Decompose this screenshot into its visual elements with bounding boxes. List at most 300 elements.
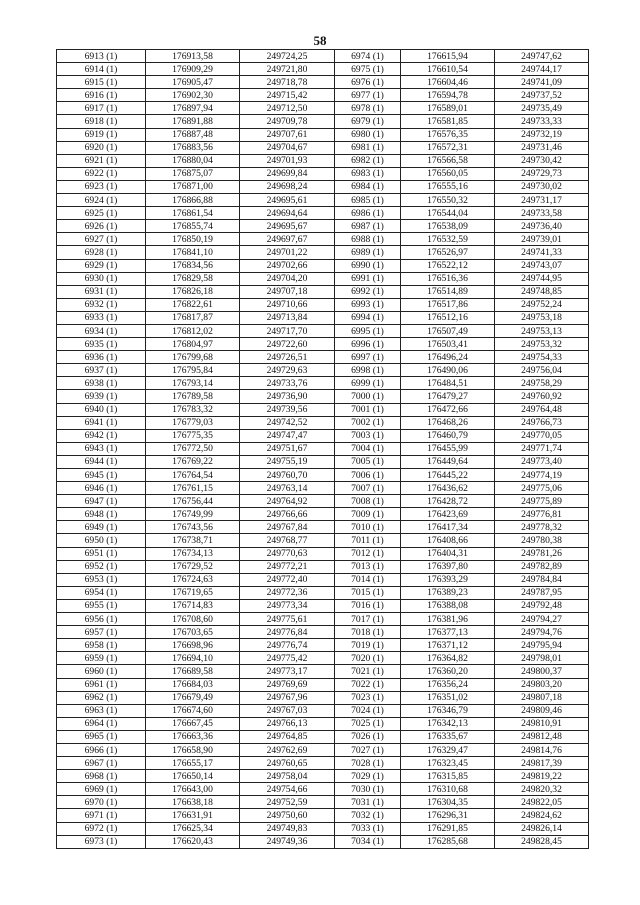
y-coord-left-cell: 249750,60	[240, 809, 335, 822]
y-coord-right-cell: 249787,95	[495, 586, 589, 599]
y-coord-left-cell: 249767,96	[240, 691, 335, 704]
table-row	[57, 521, 589, 534]
point-id-left-cell: 6965 (1)	[57, 730, 146, 743]
x-coord-right-cell: 176351,02	[401, 691, 495, 704]
x-coord-left-cell: 176650,14	[146, 770, 240, 783]
point-id-left-cell: 6948 (1)	[57, 508, 146, 521]
point-id-left-cell: 6938 (1)	[57, 377, 146, 390]
point-id-right-cell: 6989 (1)	[335, 246, 401, 259]
table-row	[57, 482, 589, 495]
table-row	[57, 259, 589, 272]
point-id-left-cell: 6971 (1)	[57, 809, 146, 822]
x-coord-left-cell: 176795,84	[146, 364, 240, 377]
point-id-left-cell: 6967 (1)	[57, 757, 146, 770]
y-coord-right-cell: 249732,19	[495, 128, 589, 141]
point-id-right-cell: 7030 (1)	[335, 783, 401, 796]
y-coord-right-cell: 249795,94	[495, 639, 589, 652]
y-coord-right-cell: 249780,38	[495, 534, 589, 547]
y-coord-right-cell: 249735,49	[495, 102, 589, 115]
point-id-left-cell: 6973 (1)	[57, 835, 146, 848]
point-id-right-cell: 6983 (1)	[335, 167, 401, 180]
point-id-left-cell: 6924 (1)	[57, 194, 146, 207]
point-id-right-cell: 6995 (1)	[335, 324, 401, 337]
point-id-left-cell: 6932 (1)	[57, 298, 146, 311]
x-coord-right-cell: 176479,27	[401, 390, 495, 403]
table-row	[57, 796, 589, 809]
x-coord-right-cell: 176615,94	[401, 50, 495, 63]
point-id-left-cell: 6960 (1)	[57, 665, 146, 678]
y-coord-left-cell: 249729,63	[240, 364, 335, 377]
y-coord-right-cell: 249812,48	[495, 730, 589, 743]
x-coord-right-cell: 176468,26	[401, 416, 495, 429]
x-coord-left-cell: 176643,00	[146, 783, 240, 796]
point-id-right-cell: 7021 (1)	[335, 665, 401, 678]
x-coord-left-cell: 176749,99	[146, 508, 240, 521]
y-coord-left-cell: 249715,42	[240, 89, 335, 102]
y-coord-right-cell: 249752,24	[495, 298, 589, 311]
y-coord-left-cell: 249733,76	[240, 377, 335, 390]
x-coord-left-cell: 176883,56	[146, 141, 240, 154]
x-coord-right-cell: 176388,08	[401, 599, 495, 612]
x-coord-right-cell: 176436,62	[401, 482, 495, 495]
point-id-left-cell: 6956 (1)	[57, 613, 146, 626]
y-coord-left-cell: 249702,66	[240, 259, 335, 272]
table-row	[57, 128, 589, 141]
table-row	[57, 351, 589, 364]
x-coord-left-cell: 176638,18	[146, 796, 240, 809]
x-coord-left-cell: 176761,15	[146, 482, 240, 495]
y-coord-left-cell: 249736,90	[240, 390, 335, 403]
point-id-left-cell: 6964 (1)	[57, 717, 146, 730]
table-row	[57, 63, 589, 76]
y-coord-left-cell: 249747,47	[240, 429, 335, 442]
x-coord-left-cell: 176698,96	[146, 639, 240, 652]
y-coord-left-cell: 249773,34	[240, 599, 335, 612]
point-id-right-cell: 7011 (1)	[335, 534, 401, 547]
x-coord-right-cell: 176532,59	[401, 233, 495, 246]
x-coord-right-cell: 176342,13	[401, 717, 495, 730]
table-row	[57, 180, 589, 193]
y-coord-left-cell: 249758,04	[240, 770, 335, 783]
y-coord-right-cell: 249822,05	[495, 796, 589, 809]
y-coord-left-cell: 249749,36	[240, 835, 335, 848]
y-coord-right-cell: 249747,62	[495, 50, 589, 63]
table-row	[57, 324, 589, 337]
x-coord-left-cell: 176743,56	[146, 521, 240, 534]
x-coord-left-cell: 176905,47	[146, 76, 240, 89]
x-coord-right-cell: 176371,12	[401, 639, 495, 652]
x-coord-left-cell: 176764,54	[146, 469, 240, 482]
point-id-right-cell: 7027 (1)	[335, 743, 401, 756]
x-coord-left-cell: 176887,48	[146, 128, 240, 141]
table-row	[57, 272, 589, 285]
y-coord-left-cell: 249770,63	[240, 547, 335, 560]
x-coord-left-cell: 176724,63	[146, 573, 240, 586]
table-row	[57, 311, 589, 324]
x-coord-left-cell: 176775,35	[146, 429, 240, 442]
x-coord-left-cell: 176729,52	[146, 560, 240, 573]
x-coord-left-cell: 176689,58	[146, 665, 240, 678]
table-row	[57, 534, 589, 547]
point-id-right-cell: 6977 (1)	[335, 89, 401, 102]
y-coord-right-cell: 249773,40	[495, 455, 589, 468]
x-coord-right-cell: 176377,13	[401, 626, 495, 639]
point-id-left-cell: 6921 (1)	[57, 154, 146, 167]
x-coord-right-cell: 176514,89	[401, 285, 495, 298]
y-coord-right-cell: 249731,46	[495, 141, 589, 154]
point-id-left-cell: 6961 (1)	[57, 678, 146, 691]
point-id-left-cell: 6969 (1)	[57, 783, 146, 796]
y-coord-left-cell: 249749,83	[240, 822, 335, 835]
table-row	[57, 717, 589, 730]
point-id-left-cell: 6914 (1)	[57, 63, 146, 76]
y-coord-left-cell: 249707,18	[240, 285, 335, 298]
x-coord-right-cell: 176389,23	[401, 586, 495, 599]
y-coord-left-cell: 249762,69	[240, 743, 335, 756]
y-coord-right-cell: 249782,89	[495, 560, 589, 573]
y-coord-right-cell: 249729,73	[495, 167, 589, 180]
point-id-left-cell: 6928 (1)	[57, 246, 146, 259]
x-coord-left-cell: 176822,61	[146, 298, 240, 311]
table-row	[57, 704, 589, 717]
page-number: 58	[313, 33, 327, 48]
y-coord-left-cell: 249713,84	[240, 311, 335, 324]
table-row	[57, 835, 589, 848]
point-id-right-cell: 6976 (1)	[335, 76, 401, 89]
point-id-left-cell: 6930 (1)	[57, 272, 146, 285]
point-id-left-cell: 6946 (1)	[57, 482, 146, 495]
y-coord-left-cell: 249699,84	[240, 167, 335, 180]
table-row	[57, 678, 589, 691]
table-row	[57, 783, 589, 796]
y-coord-left-cell: 249712,50	[240, 102, 335, 115]
table-row	[57, 743, 589, 756]
x-coord-right-cell: 176346,79	[401, 704, 495, 717]
y-coord-right-cell: 249770,05	[495, 429, 589, 442]
x-coord-left-cell: 176880,04	[146, 154, 240, 167]
point-id-left-cell: 6953 (1)	[57, 573, 146, 586]
y-coord-right-cell: 249758,29	[495, 377, 589, 390]
y-coord-left-cell: 249773,17	[240, 665, 335, 678]
x-coord-left-cell: 176875,07	[146, 167, 240, 180]
y-coord-right-cell: 249810,91	[495, 717, 589, 730]
y-coord-left-cell: 249701,22	[240, 246, 335, 259]
y-coord-right-cell: 249739,01	[495, 233, 589, 246]
x-coord-right-cell: 176522,12	[401, 259, 495, 272]
y-coord-left-cell: 249772,21	[240, 560, 335, 573]
x-coord-right-cell: 176507,49	[401, 324, 495, 337]
x-coord-left-cell: 176663,36	[146, 730, 240, 743]
x-coord-right-cell: 176423,69	[401, 508, 495, 521]
x-coord-right-cell: 176496,24	[401, 351, 495, 364]
point-id-left-cell: 6941 (1)	[57, 416, 146, 429]
table-row	[57, 770, 589, 783]
table-row	[57, 50, 589, 63]
point-id-right-cell: 7000 (1)	[335, 390, 401, 403]
x-coord-left-cell: 176897,94	[146, 102, 240, 115]
point-id-right-cell: 7010 (1)	[335, 521, 401, 534]
point-id-left-cell: 6916 (1)	[57, 89, 146, 102]
point-id-right-cell: 7002 (1)	[335, 416, 401, 429]
y-coord-left-cell: 249697,67	[240, 233, 335, 246]
x-coord-left-cell: 176658,90	[146, 743, 240, 756]
y-coord-left-cell: 249769,69	[240, 678, 335, 691]
point-id-left-cell: 6922 (1)	[57, 167, 146, 180]
table-row	[57, 730, 589, 743]
point-id-right-cell: 6982 (1)	[335, 154, 401, 167]
point-id-left-cell: 6954 (1)	[57, 586, 146, 599]
point-id-left-cell: 6958 (1)	[57, 639, 146, 652]
y-coord-right-cell: 249781,26	[495, 547, 589, 560]
y-coord-right-cell: 249826,14	[495, 822, 589, 835]
table-row	[57, 76, 589, 89]
table-row	[57, 573, 589, 586]
table-row	[57, 416, 589, 429]
point-id-left-cell: 6933 (1)	[57, 311, 146, 324]
y-coord-left-cell: 249764,85	[240, 730, 335, 743]
coordinates-table	[56, 49, 589, 849]
point-id-left-cell: 6947 (1)	[57, 495, 146, 508]
x-coord-right-cell: 176323,45	[401, 757, 495, 770]
point-id-left-cell: 6942 (1)	[57, 429, 146, 442]
y-coord-right-cell: 249730,02	[495, 180, 589, 193]
x-coord-left-cell: 176667,45	[146, 717, 240, 730]
point-id-left-cell: 6955 (1)	[57, 599, 146, 612]
x-coord-left-cell: 176631,91	[146, 809, 240, 822]
point-id-right-cell: 6978 (1)	[335, 102, 401, 115]
y-coord-left-cell: 249710,66	[240, 298, 335, 311]
y-coord-right-cell: 249736,40	[495, 220, 589, 233]
y-coord-left-cell: 249775,61	[240, 613, 335, 626]
table-row	[57, 298, 589, 311]
table-row	[57, 599, 589, 612]
x-coord-left-cell: 176834,56	[146, 259, 240, 272]
y-coord-left-cell: 249772,40	[240, 573, 335, 586]
table-row	[57, 639, 589, 652]
x-coord-left-cell: 176799,68	[146, 351, 240, 364]
point-id-right-cell: 6998 (1)	[335, 364, 401, 377]
y-coord-right-cell: 249776,81	[495, 508, 589, 521]
x-coord-right-cell: 176455,99	[401, 442, 495, 455]
x-coord-right-cell: 176360,20	[401, 665, 495, 678]
y-coord-left-cell: 249751,67	[240, 442, 335, 455]
x-coord-left-cell: 176655,17	[146, 757, 240, 770]
x-coord-left-cell: 176769,22	[146, 455, 240, 468]
point-id-right-cell: 7031 (1)	[335, 796, 401, 809]
y-coord-right-cell: 249794,76	[495, 626, 589, 639]
point-id-right-cell: 7028 (1)	[335, 757, 401, 770]
x-coord-left-cell: 176708,60	[146, 613, 240, 626]
x-coord-left-cell: 176779,03	[146, 416, 240, 429]
y-coord-right-cell: 249730,42	[495, 154, 589, 167]
x-coord-left-cell: 176625,34	[146, 822, 240, 835]
table-row	[57, 167, 589, 180]
x-coord-right-cell: 176572,31	[401, 141, 495, 154]
y-coord-left-cell: 249766,66	[240, 508, 335, 521]
y-coord-right-cell: 249756,04	[495, 364, 589, 377]
table-row	[57, 246, 589, 259]
x-coord-right-cell: 176610,54	[401, 63, 495, 76]
x-coord-right-cell: 176538,09	[401, 220, 495, 233]
y-coord-left-cell: 249704,67	[240, 141, 335, 154]
point-id-left-cell: 6917 (1)	[57, 102, 146, 115]
table-row	[57, 809, 589, 822]
point-id-left-cell: 6937 (1)	[57, 364, 146, 377]
point-id-left-cell: 6934 (1)	[57, 324, 146, 337]
table-row	[57, 455, 589, 468]
point-id-right-cell: 7013 (1)	[335, 560, 401, 573]
x-coord-left-cell: 176812,02	[146, 324, 240, 337]
point-id-right-cell: 7020 (1)	[335, 652, 401, 665]
point-id-left-cell: 6913 (1)	[57, 50, 146, 63]
table-row	[57, 89, 589, 102]
y-coord-right-cell: 249800,37	[495, 665, 589, 678]
point-id-left-cell: 6951 (1)	[57, 547, 146, 560]
y-coord-left-cell: 249776,74	[240, 639, 335, 652]
y-coord-right-cell: 249784,84	[495, 573, 589, 586]
table-row	[57, 757, 589, 770]
point-id-left-cell: 6944 (1)	[57, 455, 146, 468]
y-coord-left-cell: 249694,64	[240, 207, 335, 220]
x-coord-left-cell: 176891,88	[146, 115, 240, 128]
y-coord-left-cell: 249776,84	[240, 626, 335, 639]
y-coord-left-cell: 249724,25	[240, 50, 335, 63]
x-coord-right-cell: 176417,34	[401, 521, 495, 534]
y-coord-right-cell: 249733,58	[495, 207, 589, 220]
y-coord-right-cell: 249741,33	[495, 246, 589, 259]
y-coord-right-cell: 249828,45	[495, 835, 589, 848]
y-coord-left-cell: 249695,61	[240, 194, 335, 207]
point-id-right-cell: 6990 (1)	[335, 259, 401, 272]
y-coord-right-cell: 249733,33	[495, 115, 589, 128]
x-coord-right-cell: 176526,97	[401, 246, 495, 259]
x-coord-right-cell: 176428,72	[401, 495, 495, 508]
x-coord-left-cell: 176772,50	[146, 442, 240, 455]
point-id-left-cell: 6931 (1)	[57, 285, 146, 298]
x-coord-right-cell: 176490,06	[401, 364, 495, 377]
point-id-right-cell: 6980 (1)	[335, 128, 401, 141]
x-coord-right-cell: 176512,16	[401, 311, 495, 324]
point-id-left-cell: 6939 (1)	[57, 390, 146, 403]
point-id-right-cell: 7029 (1)	[335, 770, 401, 783]
y-coord-right-cell: 249809,46	[495, 704, 589, 717]
y-coord-right-cell: 249753,18	[495, 311, 589, 324]
table-row	[57, 364, 589, 377]
table-row	[57, 154, 589, 167]
point-id-right-cell: 6986 (1)	[335, 207, 401, 220]
point-id-right-cell: 6999 (1)	[335, 377, 401, 390]
point-id-right-cell: 6988 (1)	[335, 233, 401, 246]
point-id-right-cell: 7005 (1)	[335, 455, 401, 468]
y-coord-right-cell: 249803,20	[495, 678, 589, 691]
table-row	[57, 822, 589, 835]
point-id-right-cell: 6994 (1)	[335, 311, 401, 324]
x-coord-right-cell: 176335,67	[401, 730, 495, 743]
y-coord-left-cell: 249722,60	[240, 338, 335, 351]
y-coord-left-cell: 249760,70	[240, 469, 335, 482]
point-id-left-cell: 6935 (1)	[57, 338, 146, 351]
y-coord-left-cell: 249760,65	[240, 757, 335, 770]
table-row	[57, 547, 589, 560]
table-row	[57, 102, 589, 115]
point-id-right-cell: 6974 (1)	[335, 50, 401, 63]
x-coord-right-cell: 176589,01	[401, 102, 495, 115]
x-coord-left-cell: 176855,74	[146, 220, 240, 233]
point-id-right-cell: 7008 (1)	[335, 495, 401, 508]
table-row	[57, 652, 589, 665]
point-id-right-cell: 7006 (1)	[335, 469, 401, 482]
y-coord-right-cell: 249792,48	[495, 599, 589, 612]
x-coord-left-cell: 176620,43	[146, 835, 240, 848]
point-id-right-cell: 7026 (1)	[335, 730, 401, 743]
x-coord-left-cell: 176793,14	[146, 377, 240, 390]
x-coord-right-cell: 176594,78	[401, 89, 495, 102]
y-coord-left-cell: 249752,59	[240, 796, 335, 809]
point-id-right-cell: 6987 (1)	[335, 220, 401, 233]
x-coord-right-cell: 176517,86	[401, 298, 495, 311]
y-coord-right-cell: 249731,17	[495, 194, 589, 207]
x-coord-right-cell: 176381,96	[401, 613, 495, 626]
x-coord-right-cell: 176404,31	[401, 547, 495, 560]
point-id-left-cell: 6927 (1)	[57, 233, 146, 246]
x-coord-left-cell: 176738,71	[146, 534, 240, 547]
point-id-right-cell: 7024 (1)	[335, 704, 401, 717]
y-coord-left-cell: 249768,77	[240, 534, 335, 547]
table-row	[57, 469, 589, 482]
x-coord-left-cell: 176703,65	[146, 626, 240, 639]
y-coord-left-cell: 249701,93	[240, 154, 335, 167]
y-coord-left-cell: 249775,42	[240, 652, 335, 665]
x-coord-right-cell: 176560,05	[401, 167, 495, 180]
point-id-left-cell: 6920 (1)	[57, 141, 146, 154]
point-id-left-cell: 6943 (1)	[57, 442, 146, 455]
x-coord-left-cell: 176829,58	[146, 272, 240, 285]
x-coord-right-cell: 176472,66	[401, 403, 495, 416]
point-id-right-cell: 7019 (1)	[335, 639, 401, 652]
point-id-left-cell: 6950 (1)	[57, 534, 146, 547]
y-coord-right-cell: 249743,07	[495, 259, 589, 272]
y-coord-right-cell: 249824,62	[495, 809, 589, 822]
x-coord-left-cell: 176841,10	[146, 246, 240, 259]
point-id-left-cell: 6966 (1)	[57, 743, 146, 756]
y-coord-right-cell: 249744,17	[495, 63, 589, 76]
y-coord-left-cell: 249766,13	[240, 717, 335, 730]
y-coord-left-cell: 249707,61	[240, 128, 335, 141]
point-id-right-cell: 7016 (1)	[335, 599, 401, 612]
point-id-right-cell: 6997 (1)	[335, 351, 401, 364]
y-coord-right-cell: 249798,01	[495, 652, 589, 665]
y-coord-left-cell: 249739,56	[240, 403, 335, 416]
table-row	[57, 220, 589, 233]
point-id-right-cell: 7018 (1)	[335, 626, 401, 639]
y-coord-left-cell: 249772,36	[240, 586, 335, 599]
table-row	[57, 429, 589, 442]
x-coord-right-cell: 176566,58	[401, 154, 495, 167]
point-id-left-cell: 6962 (1)	[57, 691, 146, 704]
point-id-right-cell: 6991 (1)	[335, 272, 401, 285]
table-row	[57, 613, 589, 626]
point-id-left-cell: 6957 (1)	[57, 626, 146, 639]
point-id-left-cell: 6963 (1)	[57, 704, 146, 717]
y-coord-left-cell: 249726,51	[240, 351, 335, 364]
table-row	[57, 377, 589, 390]
x-coord-left-cell: 176674,60	[146, 704, 240, 717]
point-id-right-cell: 7033 (1)	[335, 822, 401, 835]
x-coord-right-cell: 176408,66	[401, 534, 495, 547]
table-row	[57, 626, 589, 639]
point-id-right-cell: 7034 (1)	[335, 835, 401, 848]
y-coord-right-cell: 249753,32	[495, 338, 589, 351]
